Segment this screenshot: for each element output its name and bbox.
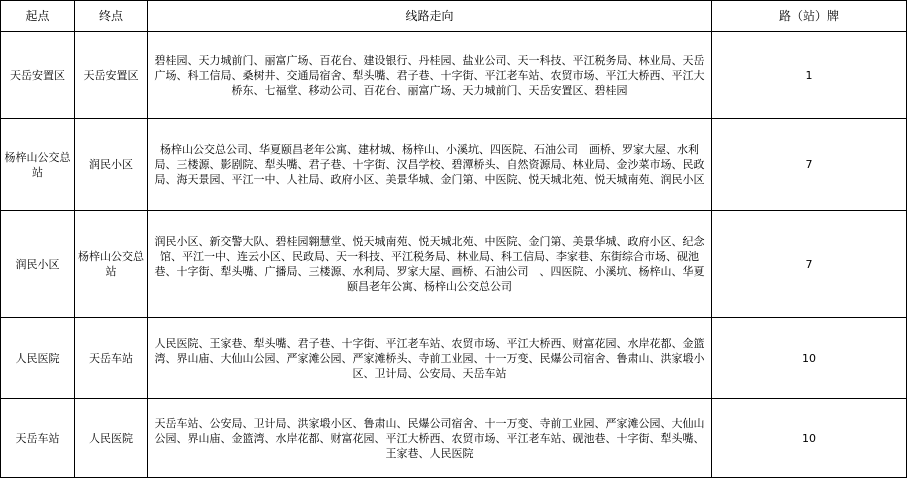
line-no-cell: 10 <box>712 399 907 478</box>
start-cell: 天岳安置区 <box>1 32 75 119</box>
start-cell: 天岳车站 <box>1 399 75 478</box>
line-no-cell: 1 <box>712 32 907 119</box>
start-cell: 杨梓山公交总站 <box>1 119 75 211</box>
route-cell: 碧桂园、天力城前门、丽富广场、百花台、建设银行、丹桂园、盐业公司、天一科技、平江税务局、林业局、天岳广场、科工信局、桑树井、交通局宿舍、犁头嘴、君子巷、十字街、平江老车站、农贸市场、平江大桥西、平江大桥东、七福堂、移动公司、百花台、丽富广场、天力城前门、天岳安置区、碧桂园 <box>148 32 712 119</box>
start-cell: 润民小区 <box>1 211 75 318</box>
header-route: 线路走向 <box>148 1 712 32</box>
line-no-cell: 7 <box>712 119 907 211</box>
header-start: 起点 <box>1 1 75 32</box>
table-row <box>1 211 907 318</box>
route-cell: 天岳车站、公安局、卫计局、洪家塅小区、鲁肃山、民爆公司宿舍、十一万变、寺前工业园、严家滩公园、大仙山公园、界山庙、金篮湾、水岸花都、财富花园、平江大桥西、农贸市场、平江老车站、砚池巷、十字街、犁头嘴、王家巷、人民医院 <box>148 399 712 478</box>
start-cell: 人民医院 <box>1 318 75 399</box>
header-row <box>1 1 907 32</box>
header-end: 终点 <box>75 1 148 32</box>
table-row <box>1 318 907 399</box>
header-line-no: 路（站）牌 <box>712 1 907 32</box>
end-cell: 人民医院 <box>75 399 148 478</box>
table-row <box>1 32 907 119</box>
line-no-cell: 7 <box>712 211 907 318</box>
line-no-cell: 10 <box>712 318 907 399</box>
end-cell: 天岳车站 <box>75 318 148 399</box>
end-cell: 天岳安置区 <box>75 32 148 119</box>
table-row <box>1 119 907 211</box>
route-cell: 杨梓山公交总公司、华夏颐昌老年公寓、建材城、杨梓山、小溪坑、四医院、石油公司 画桥、罗家大屋、水利局、三楼源、影剧院、犁头嘴、君子巷、十字街、汉昌学校、碧潭桥头、自然资源局、林业局、金沙菜市场、民政局、海天景园、平江一中、人社局、政府小区、美景华城、金门第、中医院、悦天城北苑、悦天城南苑、润民小区 <box>148 119 712 211</box>
route-cell: 润民小区、新交警大队、碧桂园翱慧堂、悦天城南苑、悦天城北苑、中医院、金门第、美景华城、政府小区、纪念馆、平江一中、连云小区、民政局、天一科技、平江税务局、林业局、科工信局、李家巷、东街综合市场、砚池巷、十字街、犁头嘴、广播局、三楼源、水利局、罗家大屋、画桥、石油公司 、四医院、小溪坑、杨梓山、华夏颐昌老年公寓、杨梓山公交总公司 <box>148 211 712 318</box>
route-cell: 人民医院、王家巷、犁头嘴、君子巷、十字街、平江老车站、农贸市场、平江大桥西、财富花园、水岸花都、金篮湾、界山庙、大仙山公园、严家滩公园、严家滩桥头、寺前工业园、十一万变、民爆公司宿舍、鲁肃山、洪家塅小区、卫计局、公安局、天岳车站 <box>148 318 712 399</box>
end-cell: 润民小区 <box>75 119 148 211</box>
table-row <box>1 399 907 478</box>
end-cell: 杨梓山公交总站 <box>75 211 148 318</box>
